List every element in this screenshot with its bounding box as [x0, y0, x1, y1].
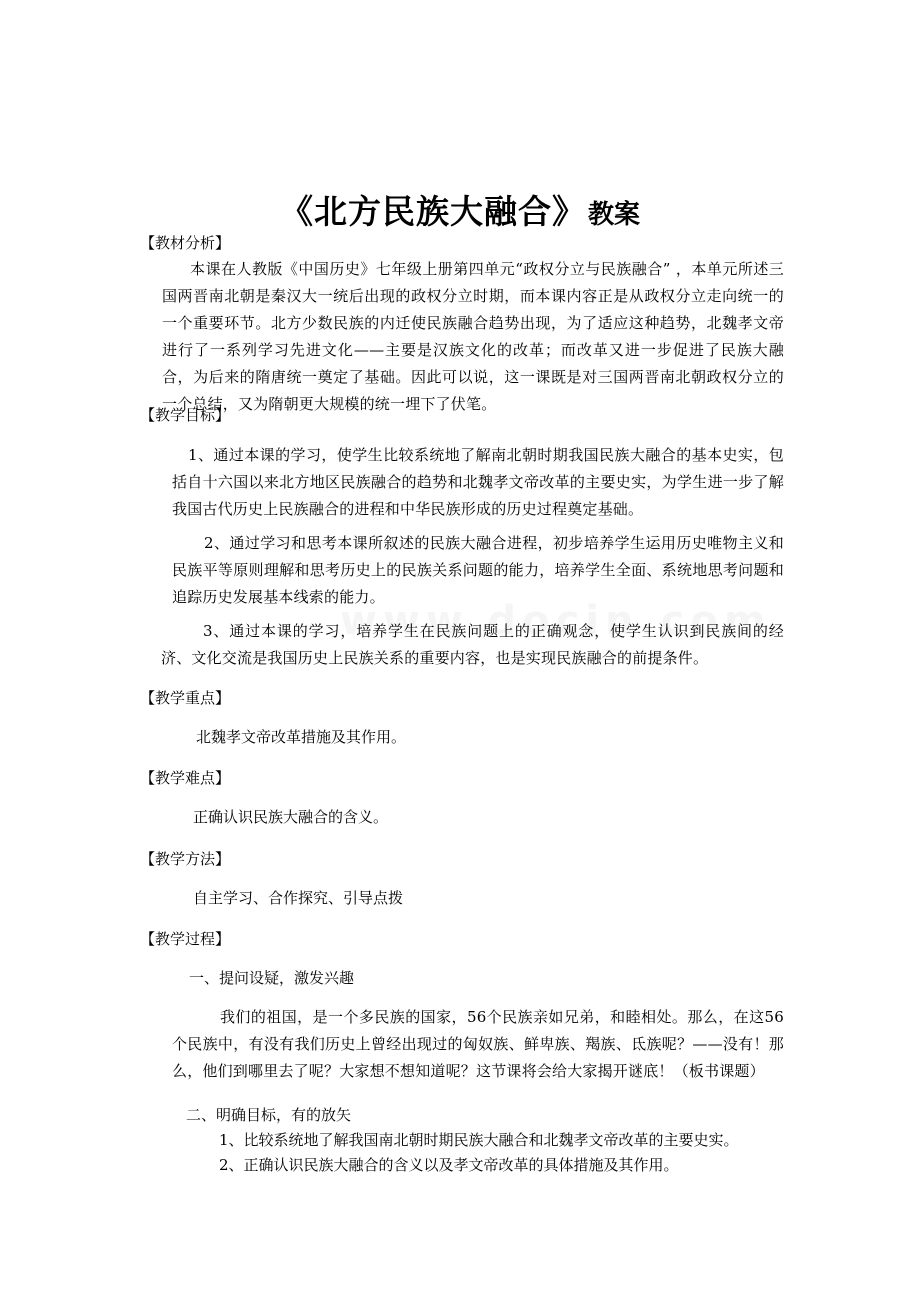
document-title: [0, 186, 920, 233]
process-step-2-item-2: 2、正确认识民族大融合的含义以及孝文帝改革的具体措施及其作用。: [219, 1156, 679, 1174]
heading-methods: 【教学方法】: [140, 850, 231, 868]
heading-material-analysis: 【教材分析】: [140, 234, 231, 252]
heading-process: 【教学过程】: [140, 930, 231, 948]
key-points-text: 北魏孝文帝改革措施及其作用。: [196, 728, 407, 746]
objective-item-3: 3、通过本课的学习，培养学生在民族问题上的正确观念，使学生认识到民族间的经济、文化交流是我国历史上民族关系的重要内容，也是实现民族融合的前提条件。: [161, 622, 784, 667]
process-step-1-title: 一、提问设疑，激发兴趣: [189, 969, 355, 987]
difficulties-text: 正确认识民族大融合的含义。: [193, 808, 389, 826]
process-step-2-title: 二、明确目标，有的放矢: [186, 1106, 352, 1124]
title-main: 《北方民族大融合》: [279, 192, 586, 231]
heading-difficulties: 【教学难点】: [140, 769, 231, 787]
objective-item-2: 2、通过学习和思考本课所叙述的民族大融合进程，初步培养学生运用历史唯物主义和民族平等原则理解和思考历史上的民族关系问题的能力，培养学生全面、系统地思考问题和追踪历史发展基本线索的能力。: [172, 534, 784, 606]
title-suffix: 教案: [587, 200, 640, 230]
process-step-2-item-1: 1、比较系统地了解我国南北朝时期民族大融合和北魏孝文帝改革的主要史实。: [219, 1131, 739, 1149]
objective-item-1: 1、通过本课的学习，使学生比较系统地了解南北朝时期我国民族大融合的基本史实，包括自十六国以来北方地区民族融合的趋势和北魏孝文帝改革的主要史实，为学生进一步了解我国古代历史上民族融合的进程和中华民族形成的历史过程奠定基础。: [172, 446, 784, 518]
material-analysis-text: 本课在人教版《中国历史》七年级上册第四单元“政权分立与民族融合” ，本单元所述三国两晋南北朝是秦汉大一统后出现的政权分立时期，而本课内容正是从政权分立走向统一的一个重要环节。北方少数民族的内迁使民族融合趋势出现，为了适应这种趋势，北魏孝文帝进行了一系列学习先进文化——主要是汉族文化的改革；而改革又进一步促进了民族大融合，为后来的隋唐统一奠定了基础。因此可以说，这一课既是对三国两晋南北朝政权分立的一个总结，又为隋朝更大规模的统一埋下了伏笔。: [162, 260, 784, 413]
process-step-1-text: 我们的祖国，是一个多民族的国家，56个民族亲如兄弟，和睦相处。那么，在这56个民族中，有没有我们历史上曾经出现过的匈奴族、鲜卑族、羯族、氐族呢？——没有！那么，他们到哪里去了呢？大家想不想知道呢？这节课将会给大家揭开谜底！（板书课题）: [172, 1008, 784, 1080]
heading-objectives: 【教学目标】: [140, 406, 231, 424]
methods-text: 自主学习、合作探究、引导点拨: [193, 889, 404, 907]
heading-key-points: 【教学重点】: [140, 689, 231, 707]
